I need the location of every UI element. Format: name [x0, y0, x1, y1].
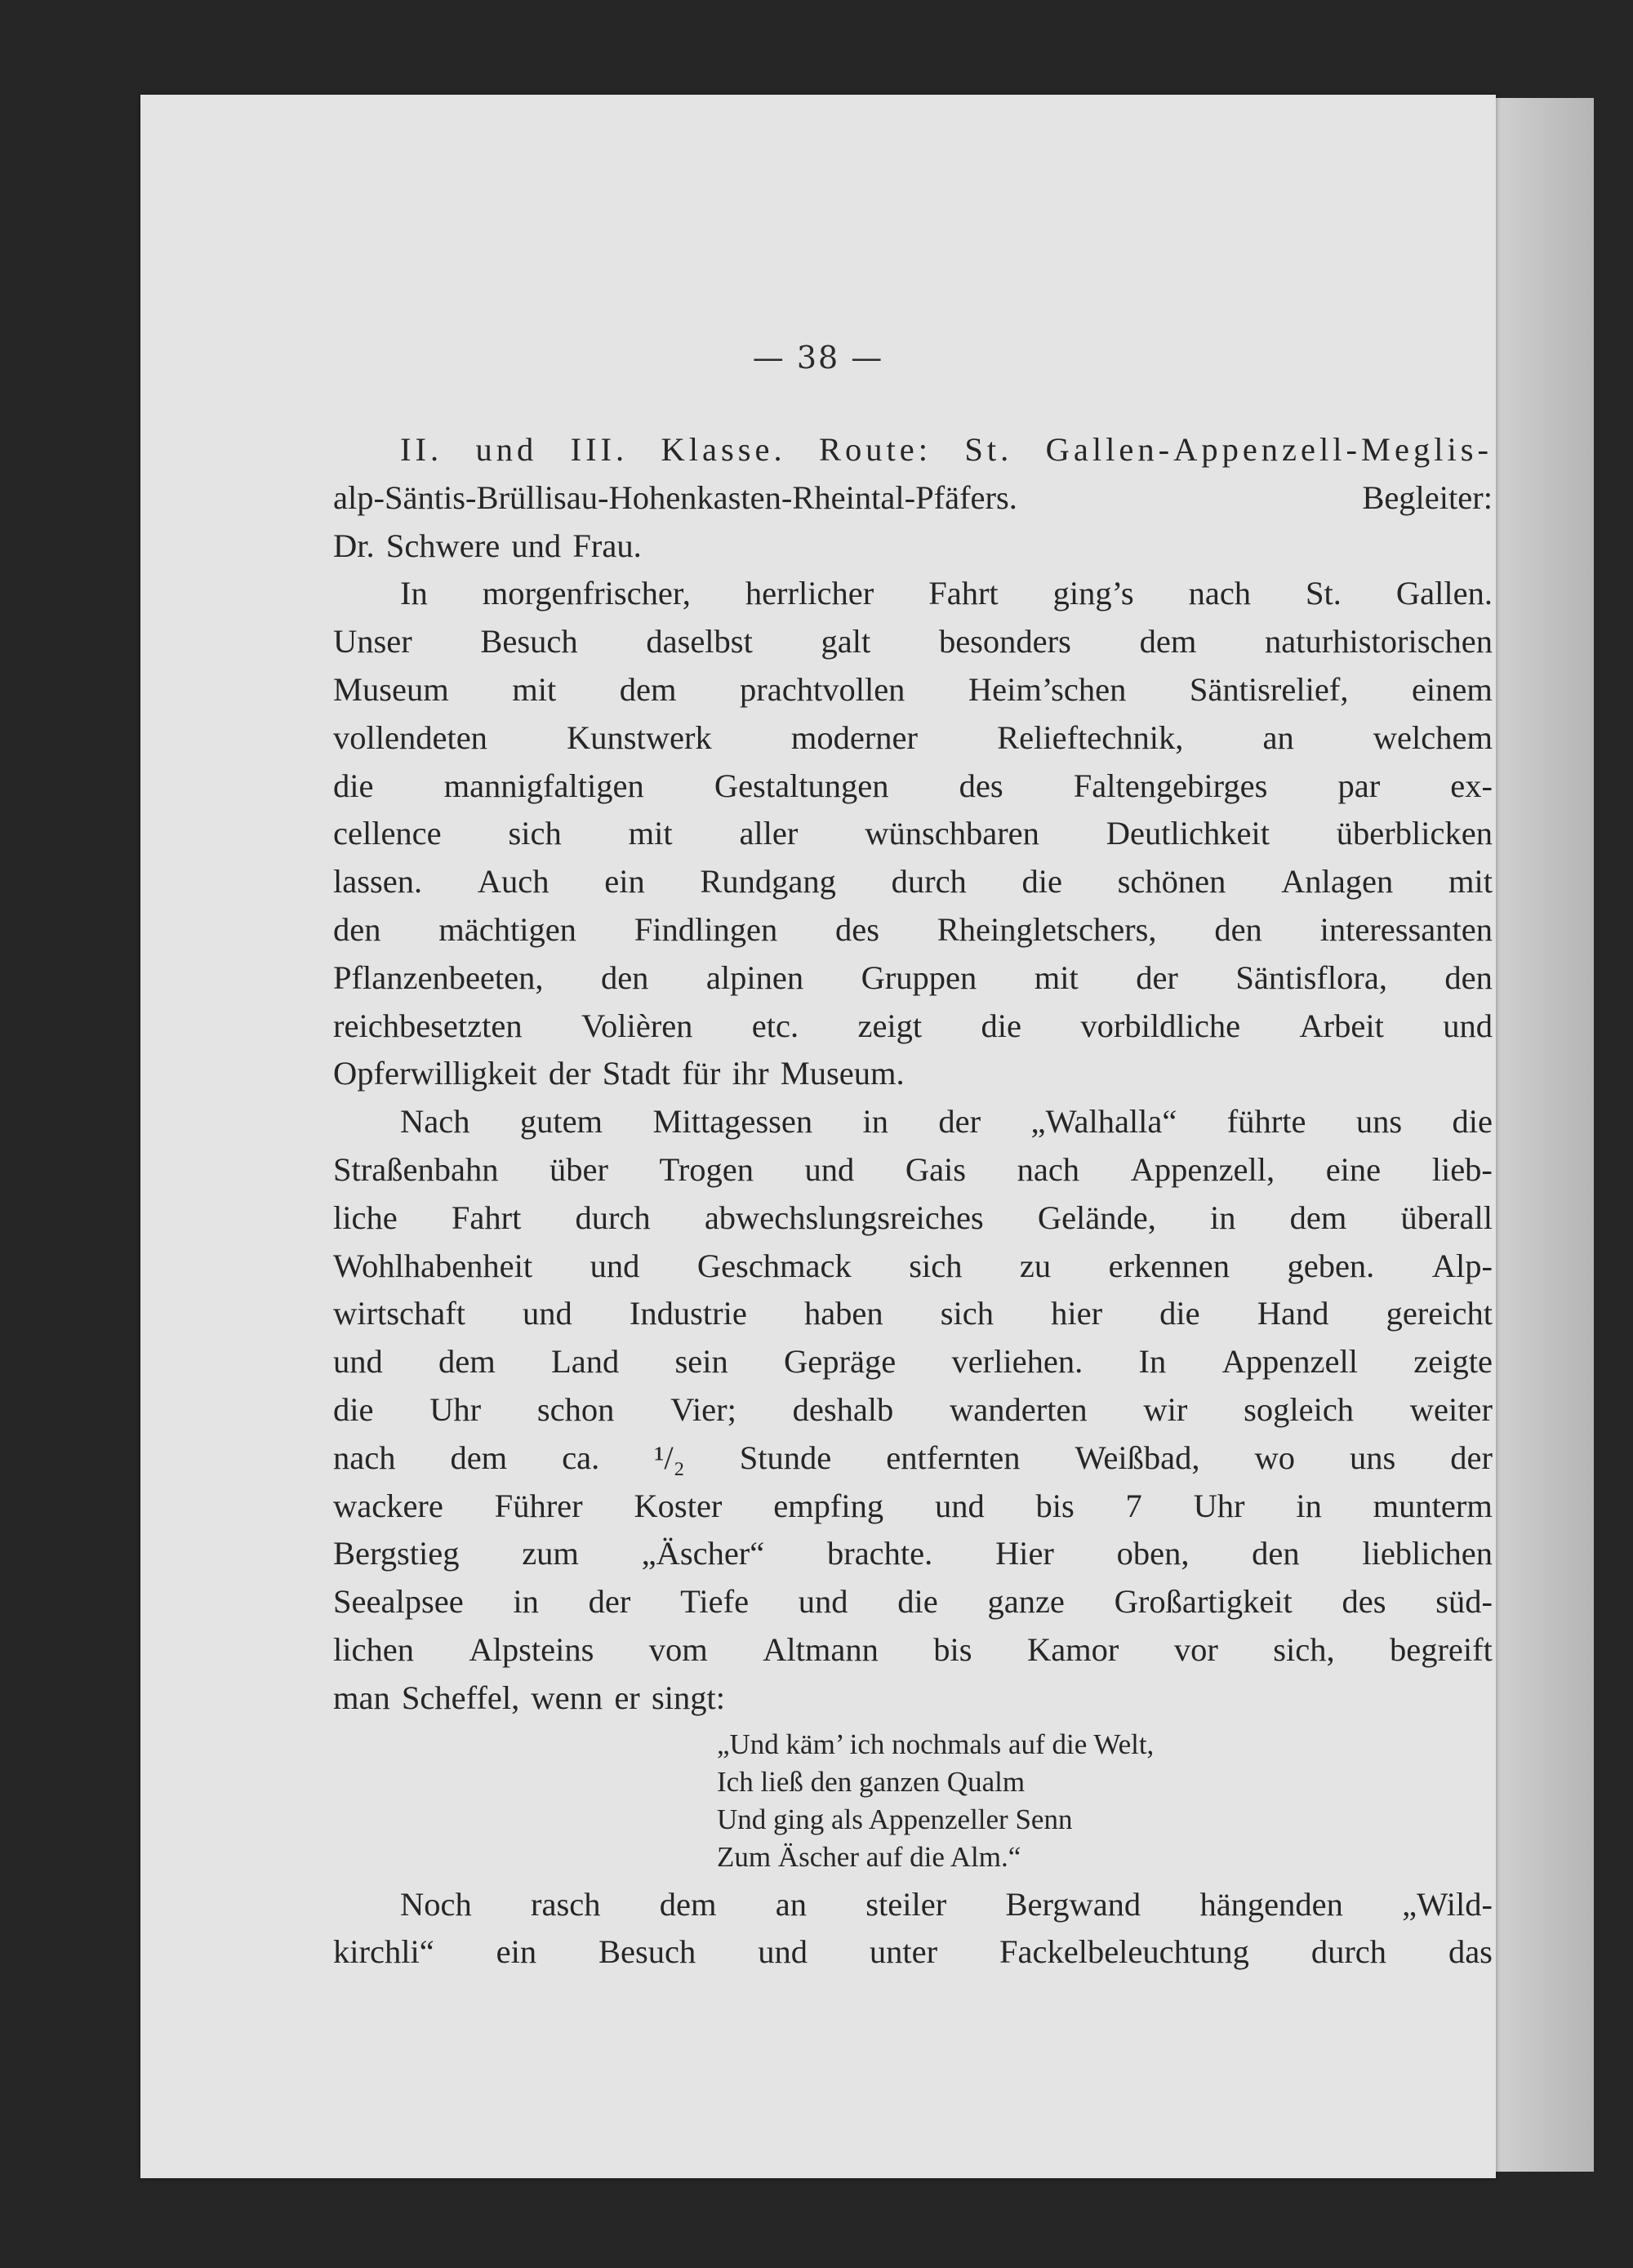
- word: durch: [575, 1198, 651, 1236]
- word: „Walhalla“: [1030, 1103, 1177, 1141]
- word: II.: [400, 431, 443, 468]
- word: Säntisrelief,: [1189, 670, 1349, 708]
- word: uns: [1350, 1439, 1396, 1476]
- word: Hier: [994, 1535, 1054, 1572]
- word: gereicht: [1386, 1295, 1493, 1332]
- word: lassen.: [333, 863, 423, 901]
- text-line: [333, 1194, 1493, 1243]
- word: Heim’schen: [968, 670, 1127, 708]
- word: ein: [496, 1933, 537, 1971]
- word: Fahrt: [451, 1198, 522, 1236]
- text-line: [333, 1386, 1493, 1434]
- word: die: [1021, 863, 1062, 901]
- word: mannigfaltigen: [443, 767, 644, 804]
- word: und: [333, 1343, 383, 1381]
- word: 7: [1125, 1487, 1142, 1524]
- word: steiler: [865, 1885, 947, 1923]
- word: Gepräge: [784, 1343, 897, 1381]
- text-line: [333, 666, 1493, 714]
- word: wenn: [531, 1679, 603, 1716]
- word: Uhr: [1193, 1487, 1245, 1524]
- word: Gruppen: [861, 958, 977, 996]
- word: Besuch: [598, 1933, 696, 1971]
- word: cellence: [333, 815, 442, 852]
- word: galt: [821, 623, 871, 660]
- word: mit: [1034, 958, 1079, 996]
- text-line: [333, 570, 1493, 618]
- word: der: [1136, 958, 1178, 996]
- text-line: [333, 906, 1493, 954]
- word: überall: [1400, 1198, 1493, 1236]
- word: vor: [1173, 1630, 1218, 1668]
- word: Museum: [333, 670, 449, 708]
- word: lichen: [333, 1630, 414, 1668]
- word: Gelände,: [1037, 1198, 1156, 1236]
- word: singt:: [651, 1679, 725, 1716]
- word: deshalb: [792, 1390, 894, 1428]
- word: vorbildliche: [1080, 1007, 1241, 1044]
- word: des: [1342, 1583, 1386, 1621]
- word: für: [682, 1055, 721, 1092]
- word: an: [775, 1885, 807, 1923]
- word: durch: [891, 863, 967, 901]
- word: sich: [940, 1295, 994, 1332]
- text-line: [333, 523, 1493, 571]
- word: geben.: [1287, 1247, 1375, 1284]
- word: Tiefe: [680, 1583, 750, 1621]
- word: Museum.: [780, 1055, 905, 1092]
- word: wirtschaft: [333, 1295, 465, 1332]
- word: vollendeten: [333, 718, 487, 756]
- verse-line: Zum Äscher auf die Alm.“: [717, 1840, 1021, 1873]
- word: brachte.: [826, 1535, 933, 1572]
- word: Begleiter:: [1362, 478, 1493, 516]
- word: zeigte: [1413, 1343, 1493, 1381]
- word: Auch: [477, 863, 550, 901]
- word: in: [513, 1583, 539, 1621]
- word: sich,: [1273, 1630, 1335, 1668]
- word: mit: [628, 815, 673, 852]
- word: süd-: [1435, 1583, 1493, 1621]
- text-line: [333, 618, 1493, 666]
- word: des: [834, 910, 879, 948]
- word: Koster: [634, 1487, 723, 1524]
- word: Stadt: [602, 1055, 671, 1092]
- word: über: [549, 1150, 608, 1188]
- word: und: [804, 1150, 855, 1188]
- word: schönen: [1117, 863, 1226, 901]
- word: III.: [570, 431, 629, 468]
- text-line: [333, 763, 1493, 811]
- word: Geschmack: [696, 1247, 852, 1284]
- word: wünschbaren: [865, 815, 1039, 852]
- word: nach: [1188, 575, 1252, 612]
- word: Säntisflora,: [1235, 958, 1387, 996]
- word: ganze: [987, 1583, 1065, 1621]
- word: den: [1444, 958, 1493, 996]
- word: Alp-: [1431, 1247, 1493, 1284]
- word: Führer: [494, 1487, 583, 1524]
- word: „Äscher“: [641, 1535, 765, 1572]
- word: Besuch: [480, 623, 578, 660]
- verse-quote: [333, 1726, 1493, 1876]
- word: Volièren: [581, 1007, 693, 1044]
- text-line: [333, 1434, 1493, 1483]
- word: einem: [1411, 670, 1493, 708]
- word: Vier;: [670, 1390, 736, 1428]
- word: In: [400, 575, 428, 612]
- word: uns: [1355, 1103, 1403, 1141]
- word: die: [333, 767, 374, 804]
- word: Bergstieg: [333, 1535, 460, 1572]
- word: vom: [648, 1630, 708, 1668]
- word: und: [511, 527, 562, 564]
- page-number: — 38 —: [752, 340, 884, 376]
- word: moderner: [790, 718, 919, 756]
- word: St.: [1306, 575, 1342, 612]
- text-line: [333, 426, 1493, 474]
- word: bis: [933, 1630, 972, 1668]
- word: Rundgang: [700, 863, 836, 901]
- word: in: [862, 1103, 889, 1141]
- word: zum: [522, 1535, 579, 1572]
- word: Altmann: [763, 1630, 879, 1668]
- word: welchem: [1373, 718, 1493, 756]
- word: Scheffel,: [401, 1679, 520, 1716]
- text-line: [333, 1928, 1493, 1977]
- word: den: [1214, 910, 1262, 948]
- word: dem: [619, 670, 677, 708]
- word: naturhistorischen: [1265, 623, 1493, 660]
- word: die: [1452, 1103, 1493, 1141]
- verse-line: „Und käm’ ich nochmals auf die Welt,: [717, 1728, 1155, 1760]
- word: begreift: [1389, 1630, 1493, 1668]
- word: Findlingen: [634, 910, 778, 948]
- word: Opferwilligkeit: [333, 1055, 537, 1092]
- word: interessanten: [1319, 910, 1493, 948]
- word: und: [1443, 1007, 1493, 1044]
- word: sein: [674, 1343, 728, 1381]
- word: Klasse.: [661, 431, 786, 468]
- word: Hand: [1257, 1295, 1329, 1332]
- word: morgenfrischer,: [482, 575, 691, 612]
- word: Bergwand: [1005, 1885, 1141, 1923]
- word: bis: [1035, 1487, 1075, 1524]
- text-line: [333, 954, 1493, 1003]
- word: ca.: [562, 1439, 600, 1476]
- word: an: [1262, 718, 1294, 756]
- word: mächtigen: [438, 910, 576, 948]
- word: lieblichen: [1362, 1535, 1493, 1572]
- text-line: [333, 1626, 1493, 1674]
- word: wo: [1254, 1439, 1296, 1476]
- word: Weißbad,: [1075, 1439, 1200, 1476]
- text-line: [333, 1290, 1493, 1338]
- word: Fahrt: [928, 575, 999, 612]
- word: Land: [551, 1343, 620, 1381]
- word: ging’s: [1052, 575, 1134, 612]
- word: Uhr: [429, 1390, 482, 1428]
- word: und: [590, 1247, 640, 1284]
- word: wackere: [333, 1487, 443, 1524]
- word: wanderten: [950, 1390, 1088, 1428]
- word: Gallen.: [1395, 575, 1493, 612]
- word: überblicken: [1336, 815, 1493, 852]
- word: Faltengebirges: [1073, 767, 1268, 804]
- word: lieb-: [1431, 1150, 1493, 1188]
- word: dem: [1139, 623, 1197, 660]
- text-line: [333, 1578, 1493, 1626]
- word: nach: [333, 1439, 396, 1476]
- word: Industrie: [629, 1295, 747, 1332]
- text-line: [333, 1098, 1493, 1146]
- book-page: [140, 95, 1496, 2178]
- word: man: [333, 1679, 390, 1716]
- word: ein: [604, 863, 645, 901]
- word: wir: [1143, 1390, 1188, 1428]
- word: Frau.: [572, 527, 642, 564]
- word: in: [1296, 1487, 1322, 1524]
- text-line: [333, 1003, 1493, 1051]
- text-line: [333, 1146, 1493, 1194]
- word: die: [1159, 1295, 1200, 1332]
- word: Noch: [400, 1885, 472, 1923]
- word: in: [1210, 1198, 1236, 1236]
- word: herrlicher: [745, 575, 874, 612]
- word: die: [333, 1390, 374, 1428]
- word: Gestaltungen: [714, 767, 889, 804]
- word: und: [758, 1933, 808, 1971]
- word: gutem: [519, 1103, 603, 1141]
- word: daselbst: [646, 623, 753, 660]
- text-line: [333, 474, 1493, 523]
- word: zeigt: [857, 1007, 923, 1044]
- word: mit: [512, 670, 557, 708]
- word: entfernten: [886, 1439, 1021, 1476]
- word: alp-Säntis-Brüllisau-Hohenkasten-Rheintal-Pfäfers.: [333, 478, 1017, 516]
- word: des: [959, 767, 1003, 804]
- word: schon: [536, 1390, 615, 1428]
- word: rasch: [531, 1885, 601, 1923]
- word: Gais: [905, 1150, 967, 1188]
- word: eine: [1325, 1150, 1382, 1188]
- word: Wohlhabenheit: [333, 1247, 533, 1284]
- word: abwechslungsreiches: [704, 1198, 984, 1236]
- word: den: [1252, 1535, 1300, 1572]
- text-line: [333, 714, 1493, 763]
- word: Kunstwerk: [567, 718, 712, 756]
- word: sich: [508, 815, 562, 852]
- word: par: [1337, 767, 1381, 804]
- word: hier: [1051, 1295, 1103, 1332]
- word: kirchli“: [333, 1933, 434, 1971]
- verse-line: Ich ließ den ganzen Qualm: [717, 1765, 1026, 1798]
- word: Straßenbahn: [333, 1150, 499, 1188]
- word: haben: [803, 1295, 883, 1332]
- word: verliehen.: [951, 1343, 1083, 1381]
- word: Deutlichkeit: [1106, 815, 1270, 852]
- word: führte: [1226, 1103, 1306, 1141]
- word: die: [897, 1583, 938, 1621]
- word: Appenzell: [1221, 1343, 1358, 1381]
- word: Gallen-Appenzell-Meglis-: [1045, 431, 1493, 468]
- word: Appenzell,: [1130, 1150, 1275, 1188]
- word: aller: [739, 815, 799, 852]
- word: Mittagessen: [652, 1103, 813, 1141]
- word: „Wild-: [1402, 1885, 1493, 1923]
- word: der: [1450, 1439, 1493, 1476]
- verse-line: Und ging als Appenzeller Senn: [717, 1803, 1073, 1835]
- word: Schwere: [385, 527, 501, 564]
- word: munterm: [1373, 1487, 1493, 1524]
- word: Kamor: [1026, 1630, 1119, 1668]
- word: hängenden: [1199, 1885, 1343, 1923]
- word: dem: [438, 1343, 496, 1381]
- word: und: [934, 1487, 985, 1524]
- word: der: [938, 1103, 981, 1141]
- word: prachtvollen: [740, 670, 905, 708]
- word: Großartigkeit: [1114, 1583, 1293, 1621]
- word: Trogen: [659, 1150, 754, 1188]
- text-line: [333, 810, 1493, 858]
- text-line: [333, 1483, 1493, 1531]
- word: Unser: [333, 623, 412, 660]
- word: Stunde: [739, 1439, 832, 1476]
- word: In: [1138, 1343, 1167, 1381]
- word: erkennen: [1108, 1247, 1230, 1284]
- page-body: [333, 426, 1493, 1977]
- word: empfing: [773, 1487, 884, 1524]
- word: liche: [333, 1198, 398, 1236]
- text-line: [333, 1050, 1493, 1098]
- word: Fackelbeleuchtung: [999, 1933, 1249, 1971]
- word: Pflanzenbeeten,: [333, 958, 544, 996]
- text-line: [333, 1338, 1493, 1386]
- text-line: [333, 1530, 1493, 1578]
- text-line: [333, 858, 1493, 906]
- word: Route:: [819, 431, 932, 468]
- word: sogleich: [1244, 1390, 1355, 1428]
- word: unter: [869, 1933, 938, 1971]
- word: ¹/₂: [654, 1439, 685, 1476]
- word: dem: [659, 1885, 717, 1923]
- word: nach: [1017, 1150, 1080, 1188]
- word: mit: [1448, 863, 1493, 901]
- word: die: [981, 1007, 1022, 1044]
- word: dem: [450, 1439, 508, 1476]
- word: weiter: [1409, 1390, 1493, 1428]
- word: den: [333, 910, 381, 948]
- word: Nach: [400, 1103, 470, 1141]
- word: Seealpsee: [333, 1583, 464, 1621]
- word: Anlagen: [1281, 863, 1394, 901]
- word: Arbeit: [1299, 1007, 1384, 1044]
- word: sich: [909, 1247, 963, 1284]
- word: er: [614, 1679, 640, 1716]
- word: durch: [1310, 1933, 1387, 1971]
- word: dem: [1289, 1198, 1347, 1236]
- word: St.: [964, 431, 1013, 468]
- word: besonders: [938, 623, 1071, 660]
- word: zu: [1019, 1247, 1052, 1284]
- word: das: [1448, 1933, 1493, 1971]
- word: den: [600, 958, 649, 996]
- word: etc.: [751, 1007, 799, 1044]
- word: Dr.: [333, 527, 375, 564]
- word: Rheingletschers,: [937, 910, 1157, 948]
- word: der: [548, 1055, 591, 1092]
- word: Alpsteins: [469, 1630, 594, 1668]
- text-line: [333, 1243, 1493, 1291]
- word: und: [475, 431, 538, 468]
- word: ex-: [1450, 767, 1493, 804]
- word: oben,: [1116, 1535, 1190, 1572]
- text-line: [333, 1674, 1493, 1723]
- word: der: [588, 1583, 631, 1621]
- word: reichbesetzten: [333, 1007, 523, 1044]
- text-line: [333, 1881, 1493, 1929]
- word: und: [523, 1295, 572, 1332]
- word: alpinen: [705, 958, 804, 996]
- word: ihr: [732, 1055, 769, 1092]
- word: Relieftechnik,: [997, 718, 1184, 756]
- word: und: [798, 1583, 848, 1621]
